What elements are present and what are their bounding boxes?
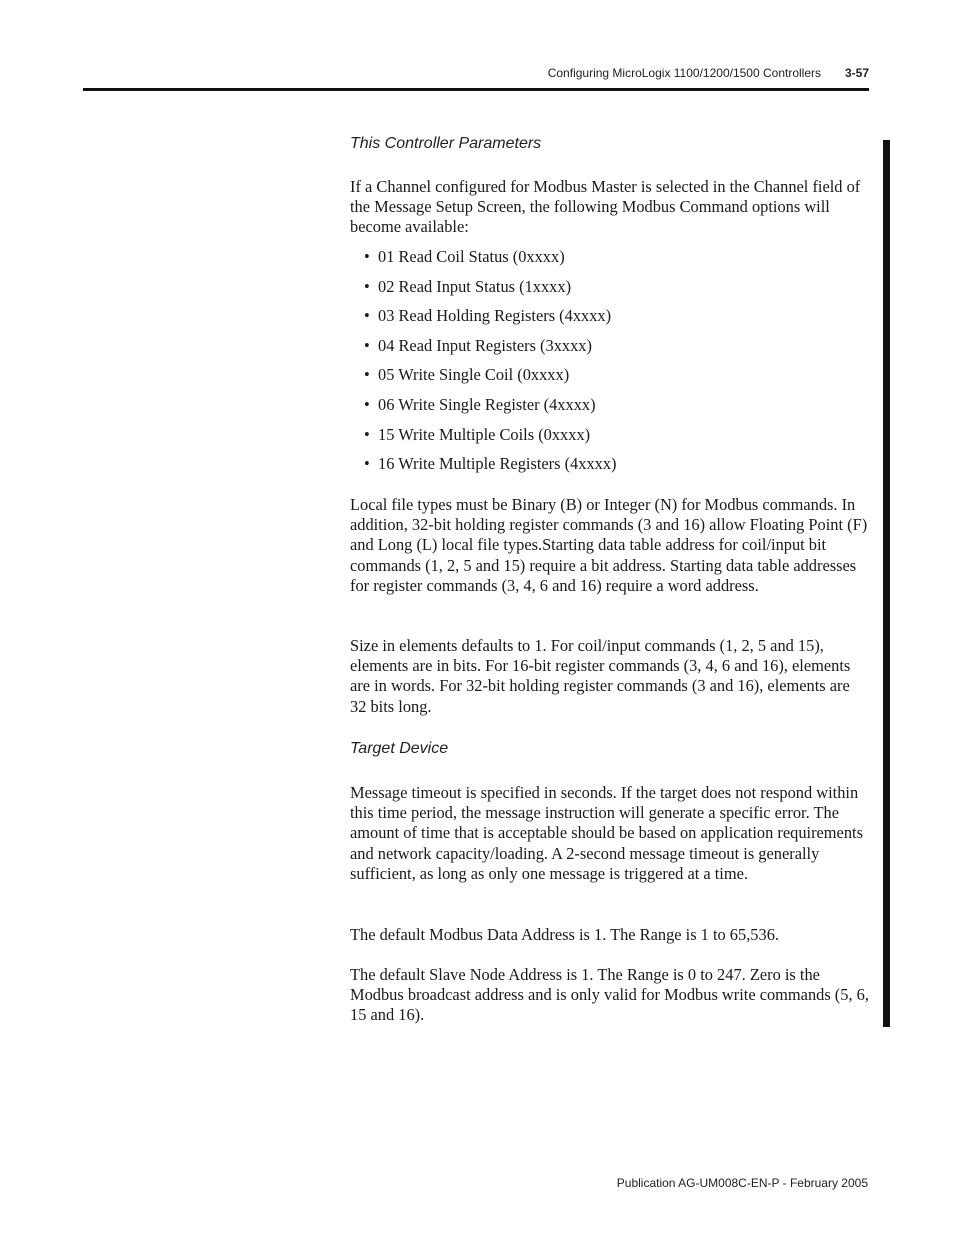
publication-footer: Publication AG-UM008C-EN-P - February 2005 (616, 1176, 868, 1190)
timeout-paragraph: Message timeout is specified in seconds. If the target does not respond within this time period, the message instruction will generate a specific error. The amount of time that is acceptable should be based on application requirements and network capacity/loading. A 2-second message timeout is generally sufficient, as long as only one message is triggered at a time. (350, 783, 863, 883)
bullet-icon: • (364, 394, 370, 414)
list-item-text: 02 Read Input Status (1xxxx) (378, 276, 572, 296)
list-item (364, 306, 617, 336)
list-item (364, 454, 617, 484)
list-item (364, 336, 617, 366)
list-item (364, 365, 617, 395)
intro-paragraph: If a Channel configured for Modbus Master is selected in the Channel field of the Message Setup Screen, the following Modbus Command options will become available: (350, 177, 861, 237)
list-item (364, 425, 617, 455)
slave-node-paragraph: The default Slave Node Address is 1. The Range is 0 to 247. Zero is the Modbus broadcast address and is only valid for Modbus write commands (5, 6, 15 and 16). (350, 965, 869, 1025)
list-item-text: 15 Write Multiple Coils (0xxxx) (378, 424, 591, 444)
page-number: 3-57 (845, 66, 870, 80)
bullet-icon: • (364, 424, 370, 444)
list-item-text: 16 Write Multiple Registers (4xxxx) (378, 454, 617, 474)
bullet-icon: • (364, 306, 370, 326)
bullet-icon: • (364, 365, 370, 385)
list-item-text: 05 Write Single Coil (0xxxx) (378, 365, 570, 385)
header-rule (83, 88, 869, 91)
list-item (364, 395, 617, 425)
bullet-icon: • (364, 335, 370, 355)
section-heading-target-device: Target Device (350, 740, 449, 757)
modbus-command-list (364, 247, 617, 484)
file-types-paragraph: Local file types must be Binary (B) or Integer (N) for Modbus commands. In addition, 32-bit holding register commands (3 and 16) allow Floating Point (F) and Long (L) local file types.Starting data table address for coil/input bit commands (1, 2, 5 and 15) require a bit address. Starting data table addresses for register commands (3, 4, 6 and 16) require a word address. (350, 495, 868, 595)
size-paragraph: Size in elements defaults to 1. For coil/input commands (1, 2, 5 and 15), elements are in bits. For 16-bit register commands (3, 4, 6 and 16), elements are in words. For 32-bit holding register commands (3 and 16), elements are 32 bits long. (350, 636, 851, 716)
list-item (364, 277, 617, 307)
list-item-text: 06 Write Single Register (4xxxx) (378, 394, 596, 414)
bullet-icon: • (364, 276, 370, 296)
change-bar (883, 140, 890, 1027)
data-address-paragraph: The default Modbus Data Address is 1. The Range is 1 to 65,536. (350, 925, 779, 944)
section-heading-this-controller: This Controller Parameters (350, 135, 542, 152)
bullet-icon: • (364, 247, 370, 266)
running-header-title: Configuring MicroLogix 1100/1200/1500 Controllers (547, 66, 821, 80)
list-item-text: 01 Read Coil Status (0xxxx) (378, 247, 565, 266)
list-item-text: 04 Read Input Registers (3xxxx) (378, 335, 592, 355)
bullet-icon: • (364, 454, 370, 474)
list-item-text: 03 Read Holding Registers (4xxxx) (378, 306, 612, 326)
list-item (364, 247, 617, 277)
